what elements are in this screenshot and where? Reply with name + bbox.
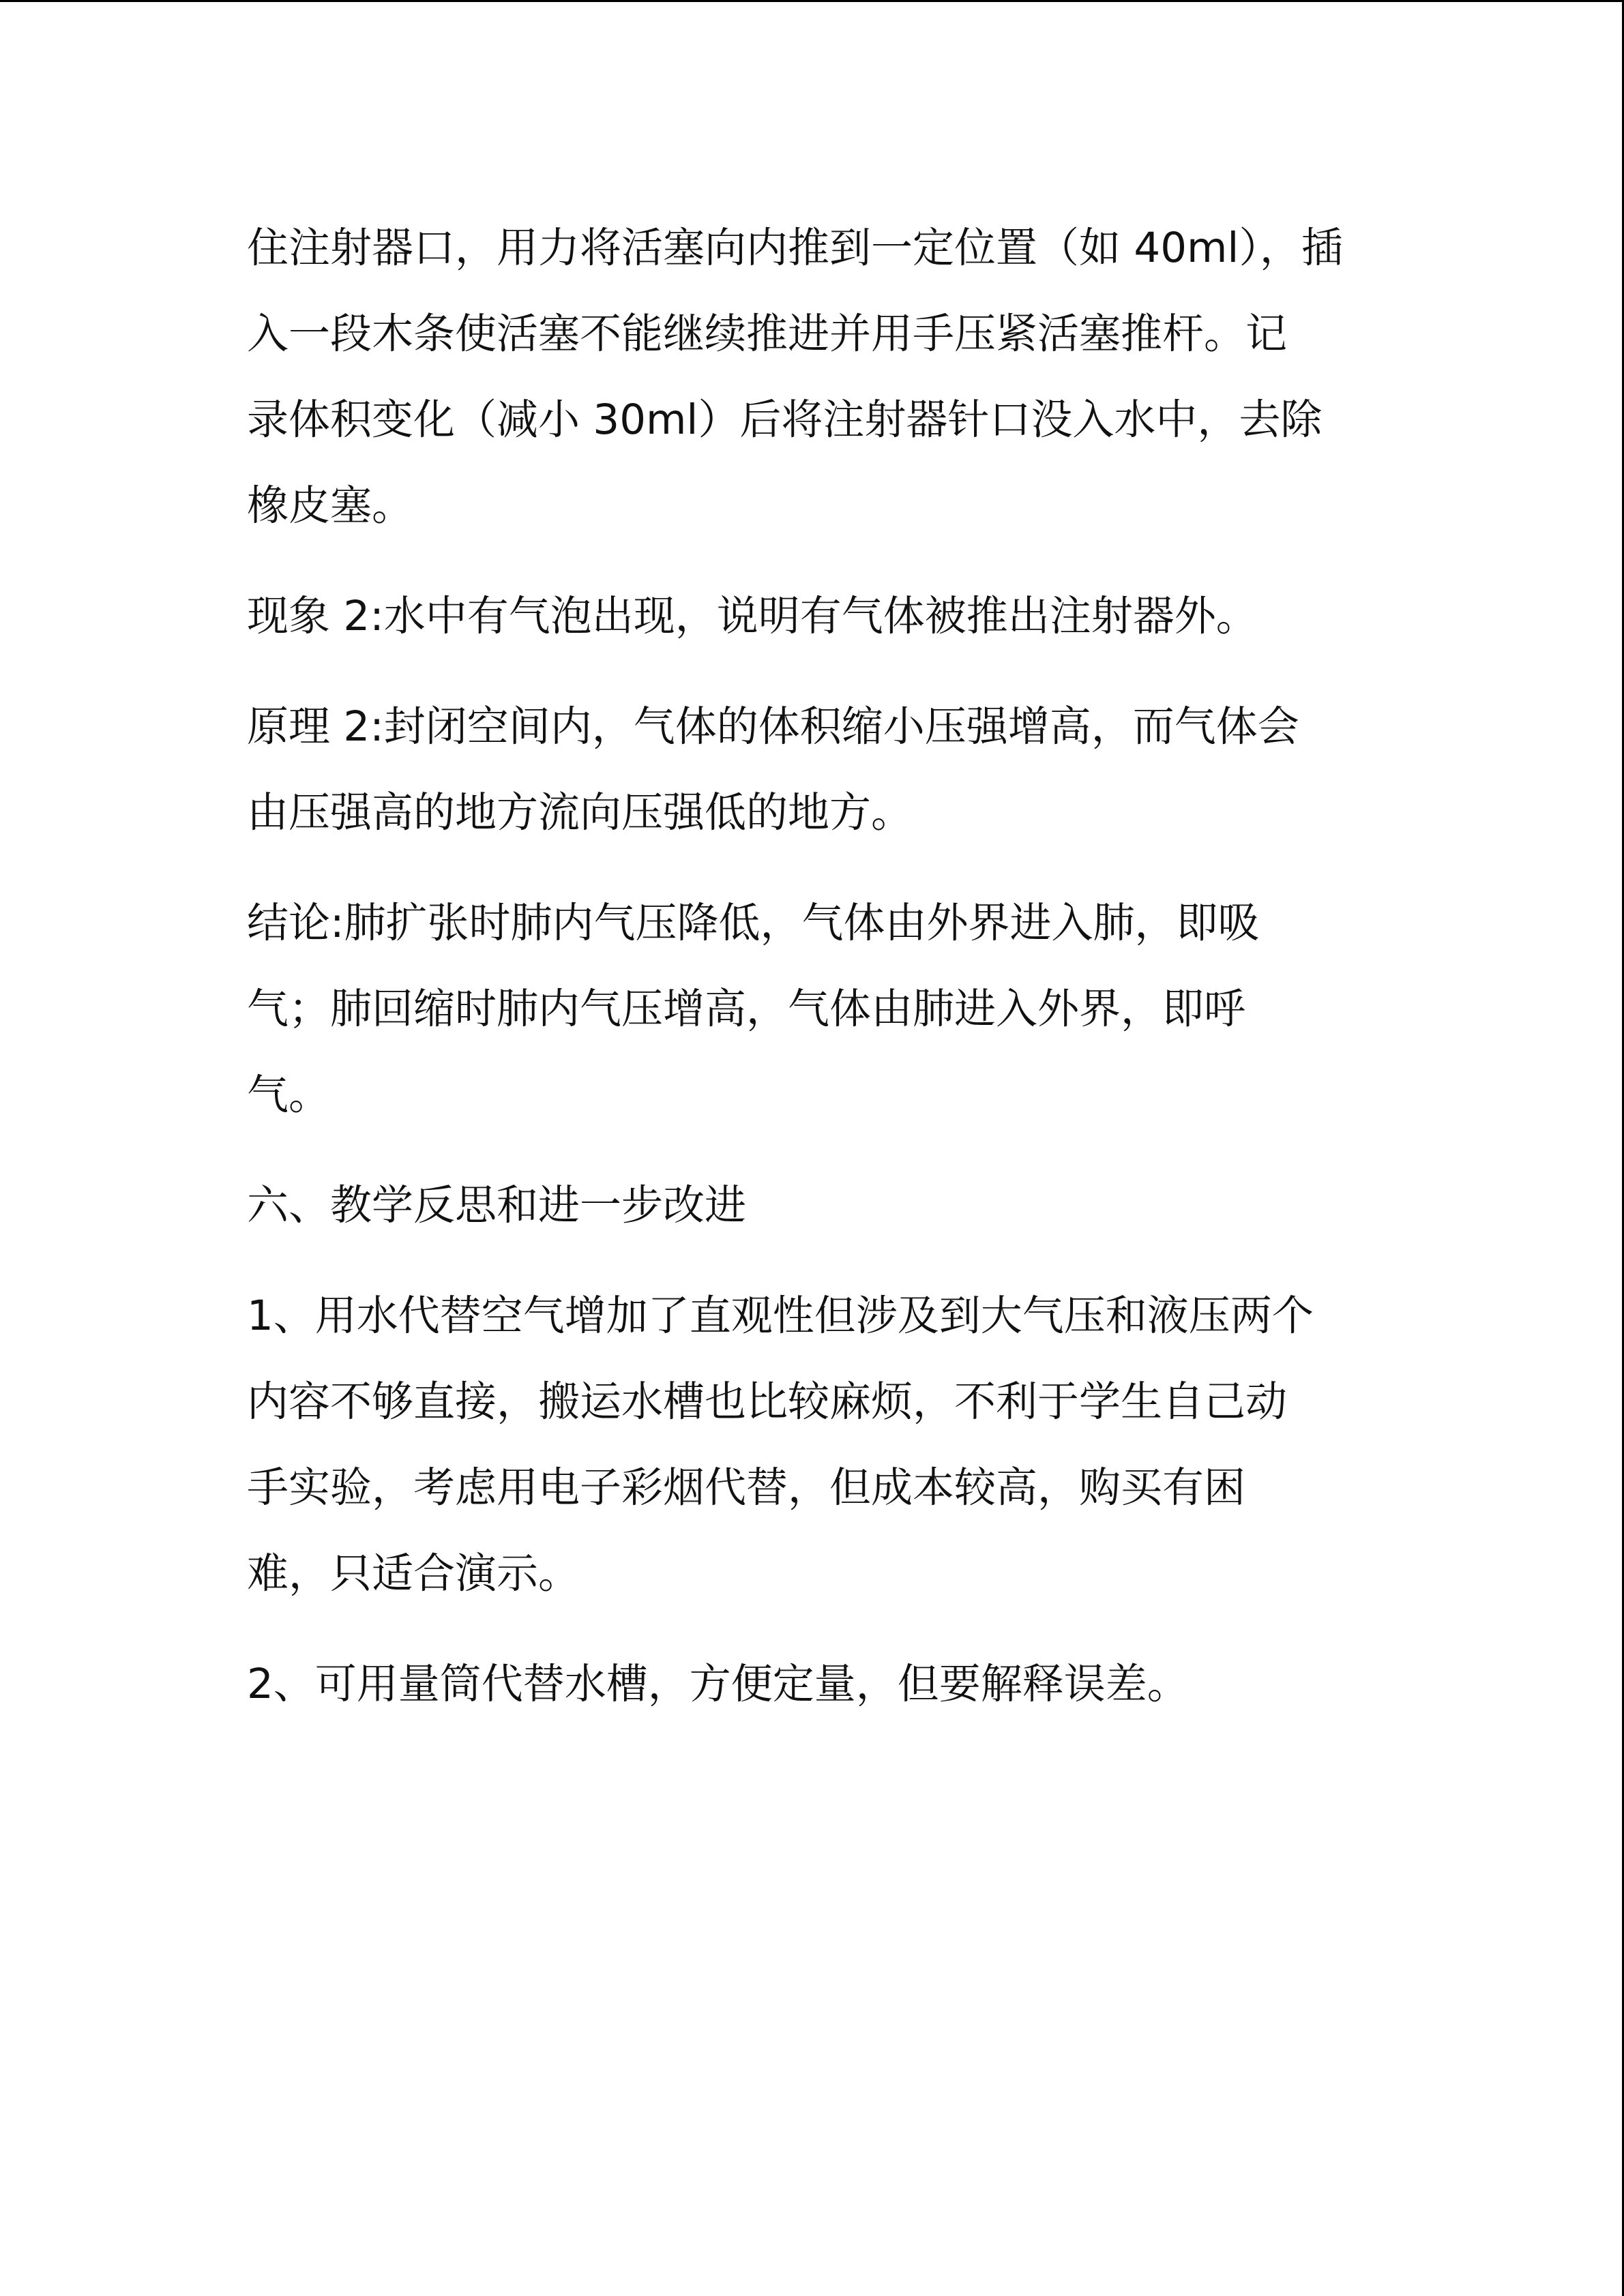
text-line: 结论:肺扩张时肺内气压降低，气体由外界进入肺，即吸: [247, 899, 1260, 947]
text-line: 内容不够直接，搬运水槽也比较麻烦，不利于学生自己动: [247, 1377, 1288, 1426]
document-body: [247, 205, 1379, 1752]
text-line: 手实验，考虑用电子彩烟代替，但成本较高，购买有困: [247, 1463, 1246, 1512]
text-line: 入一段木条使活塞不能继续推进并用手压紧活塞推杆。记: [247, 310, 1288, 358]
paragraph-reflection-item-1: [247, 1273, 1379, 1617]
text-line: 难，只适合演示。: [247, 1549, 580, 1598]
text-line: 住注射器口，用力将活塞向内推到一定位置（如 40ml），插: [247, 224, 1343, 272]
paragraph-reflection-item-2: [247, 1641, 1379, 1727]
text-line: 六、教学反思和进一步改进: [247, 1181, 747, 1229]
paragraph-conclusion: [247, 880, 1379, 1138]
text-line: 现象 2:水中有气泡出现，说明有气体被推出注射器外。: [247, 592, 1258, 640]
text-line: 录体积变化（减小 30ml）后将注射器针口没入水中，去除: [247, 396, 1323, 444]
text-line: 2、可用量筒代替水槽，方便定量，但要解释误差。: [247, 1660, 1189, 1708]
section-heading-reflection: [247, 1163, 1379, 1249]
text-line: 气；肺回缩时肺内气压增高，气体由肺进入外界，即呼: [247, 985, 1246, 1033]
text-line: 橡皮塞。: [247, 481, 414, 530]
text-line: 原理 2:封闭空间内，气体的体积缩小压强增高，而气体会: [247, 702, 1299, 751]
paragraph-principle-2: [247, 684, 1379, 856]
paragraph-experiment-procedure: [247, 205, 1379, 549]
text-line: 由压强高的地方流向压强低的地方。: [247, 788, 913, 837]
paragraph-phenomenon-2: [247, 573, 1379, 659]
text-line: 气。: [247, 1071, 331, 1119]
text-line: 1、用水代替空气增加了直观性但涉及到大气压和液压两个: [247, 1292, 1314, 1340]
